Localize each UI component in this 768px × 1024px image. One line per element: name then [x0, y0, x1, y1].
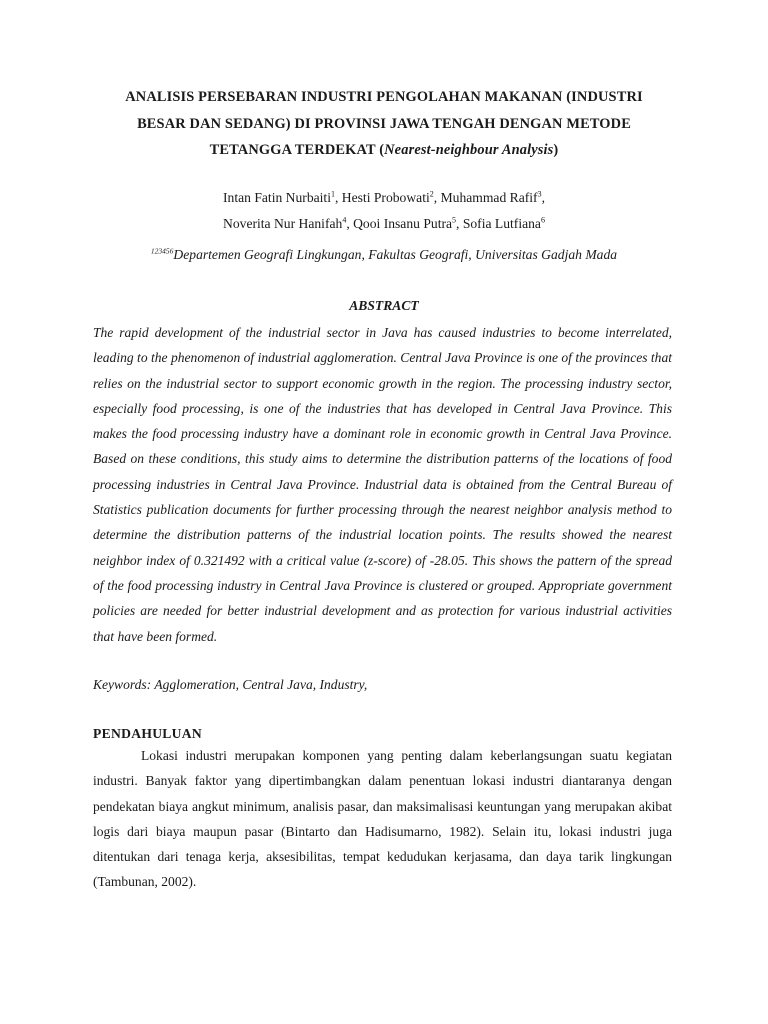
abstract-heading: ABSTRACT — [349, 298, 419, 313]
author-name: Qooi Insanu Putra — [353, 216, 453, 231]
author-name: Noverita Nur Hanifah — [223, 216, 343, 231]
author-affiliation-mark: 4 — [342, 215, 347, 225]
author-name: Sofia Lutfiana — [462, 216, 541, 231]
affiliation-text: Departemen Geografi Lingkungan, Fakultas Geografi, Universitas Gadjah Mada — [173, 247, 618, 262]
author-name: Muhammad Rafif — [440, 190, 538, 205]
title-line-3-suffix: ) — [553, 142, 559, 158]
author-list — [90, 185, 678, 237]
affiliation — [90, 244, 678, 266]
author-name: Intan Fatin Nurbaiti — [223, 190, 331, 205]
author-name: Hesti Probowati — [341, 190, 430, 205]
title-line-2: BESAR DAN SEDANG) DI PROVINSI JAWA TENGAH DENGAN METODE — [137, 115, 631, 132]
author-affiliation-mark: 6 — [540, 215, 545, 225]
abstract-body: The rapid development of the industrial sector in Java has caused industries to become interrelated, leading to the phenomenon of industrial agglomeration. Central Java Province is one of the provinces that relies on the industrial sector to support economic growth in the region. The processing industry sector, especially food processing, is one of the industries that has developed in Central Java Province. This makes the food processing industry have a dominant role in economic growth in Central Java Province. Based on these conditions, this study aims to determine the distribution patterns of the locations of food processing industries in Central Java Province. Industrial data is obtained from the Central Bureau of Statistics publication documents for further processing through the nearest neighbor analysis method to determine the distribution patterns of the industrial location points. The results showed the nearest neighbor index of 0.321492 with a critical value (z-score) of -28.05. This shows the pattern of the spread of the food processing industry in Central Java Province is clustered or grouped. Appropriate government policies are needed for better industrial development and as protection for various industrial activities that have been formed. — [93, 325, 672, 644]
author-affiliation-mark: 1 — [330, 189, 335, 199]
title-line-3-prefix: TETANGGA TERDEKAT ( — [209, 142, 385, 158]
introduction-body: Lokasi industri merupakan komponen yang penting dalam keberlangsungan suatu kegiatan industri. Banyak faktor yang dipertimbangkan dalam penentuan lokasi industri diantaranya dengan pendekatan biaya angkut minimum, analisis pasar, dan maksimalisasi keuntungan yang merupakan akibat logis dari biaya maupun pasar (Bintarto dan Hadisumarno, 1982). Selain itu, lokasi industri juga ditentukan dari tenaga kerja, aksesibilitas, tempat kedudukan kerjasama, dan daya tarik lingkungan (Tambunan, 2002). — [93, 748, 672, 890]
author-affiliation-mark: 5 — [452, 215, 457, 225]
author-line-2: Noverita Nur Hanifah$^4$, Qooi Insanu Putra$^5$, Sofia Lutfiana$^6$ — [223, 215, 545, 231]
paper-title — [90, 84, 678, 164]
author-affiliation-mark: 3 — [537, 189, 542, 199]
section-heading-introduction: PENDAHULUAN — [93, 726, 203, 741]
affiliation-marks: 123456 — [150, 246, 174, 256]
title-line-3 — [90, 137, 678, 164]
author-affiliation-mark: 2 — [429, 189, 434, 199]
title-line-3-italic: Nearest-neighbour Analysis — [384, 142, 554, 158]
keywords: Keywords: Agglomeration, Central Java, Industry, — [93, 677, 368, 692]
author-line-1: Intan Fatin Nurbaiti$^1$, Hesti Probowati$^2$, Muhammad Rafif$^3$, — [223, 189, 545, 205]
title-line-1: ANALISIS PERSEBARAN INDUSTRI PENGOLAHAN MAKANAN (INDUSTRI — [125, 89, 643, 105]
